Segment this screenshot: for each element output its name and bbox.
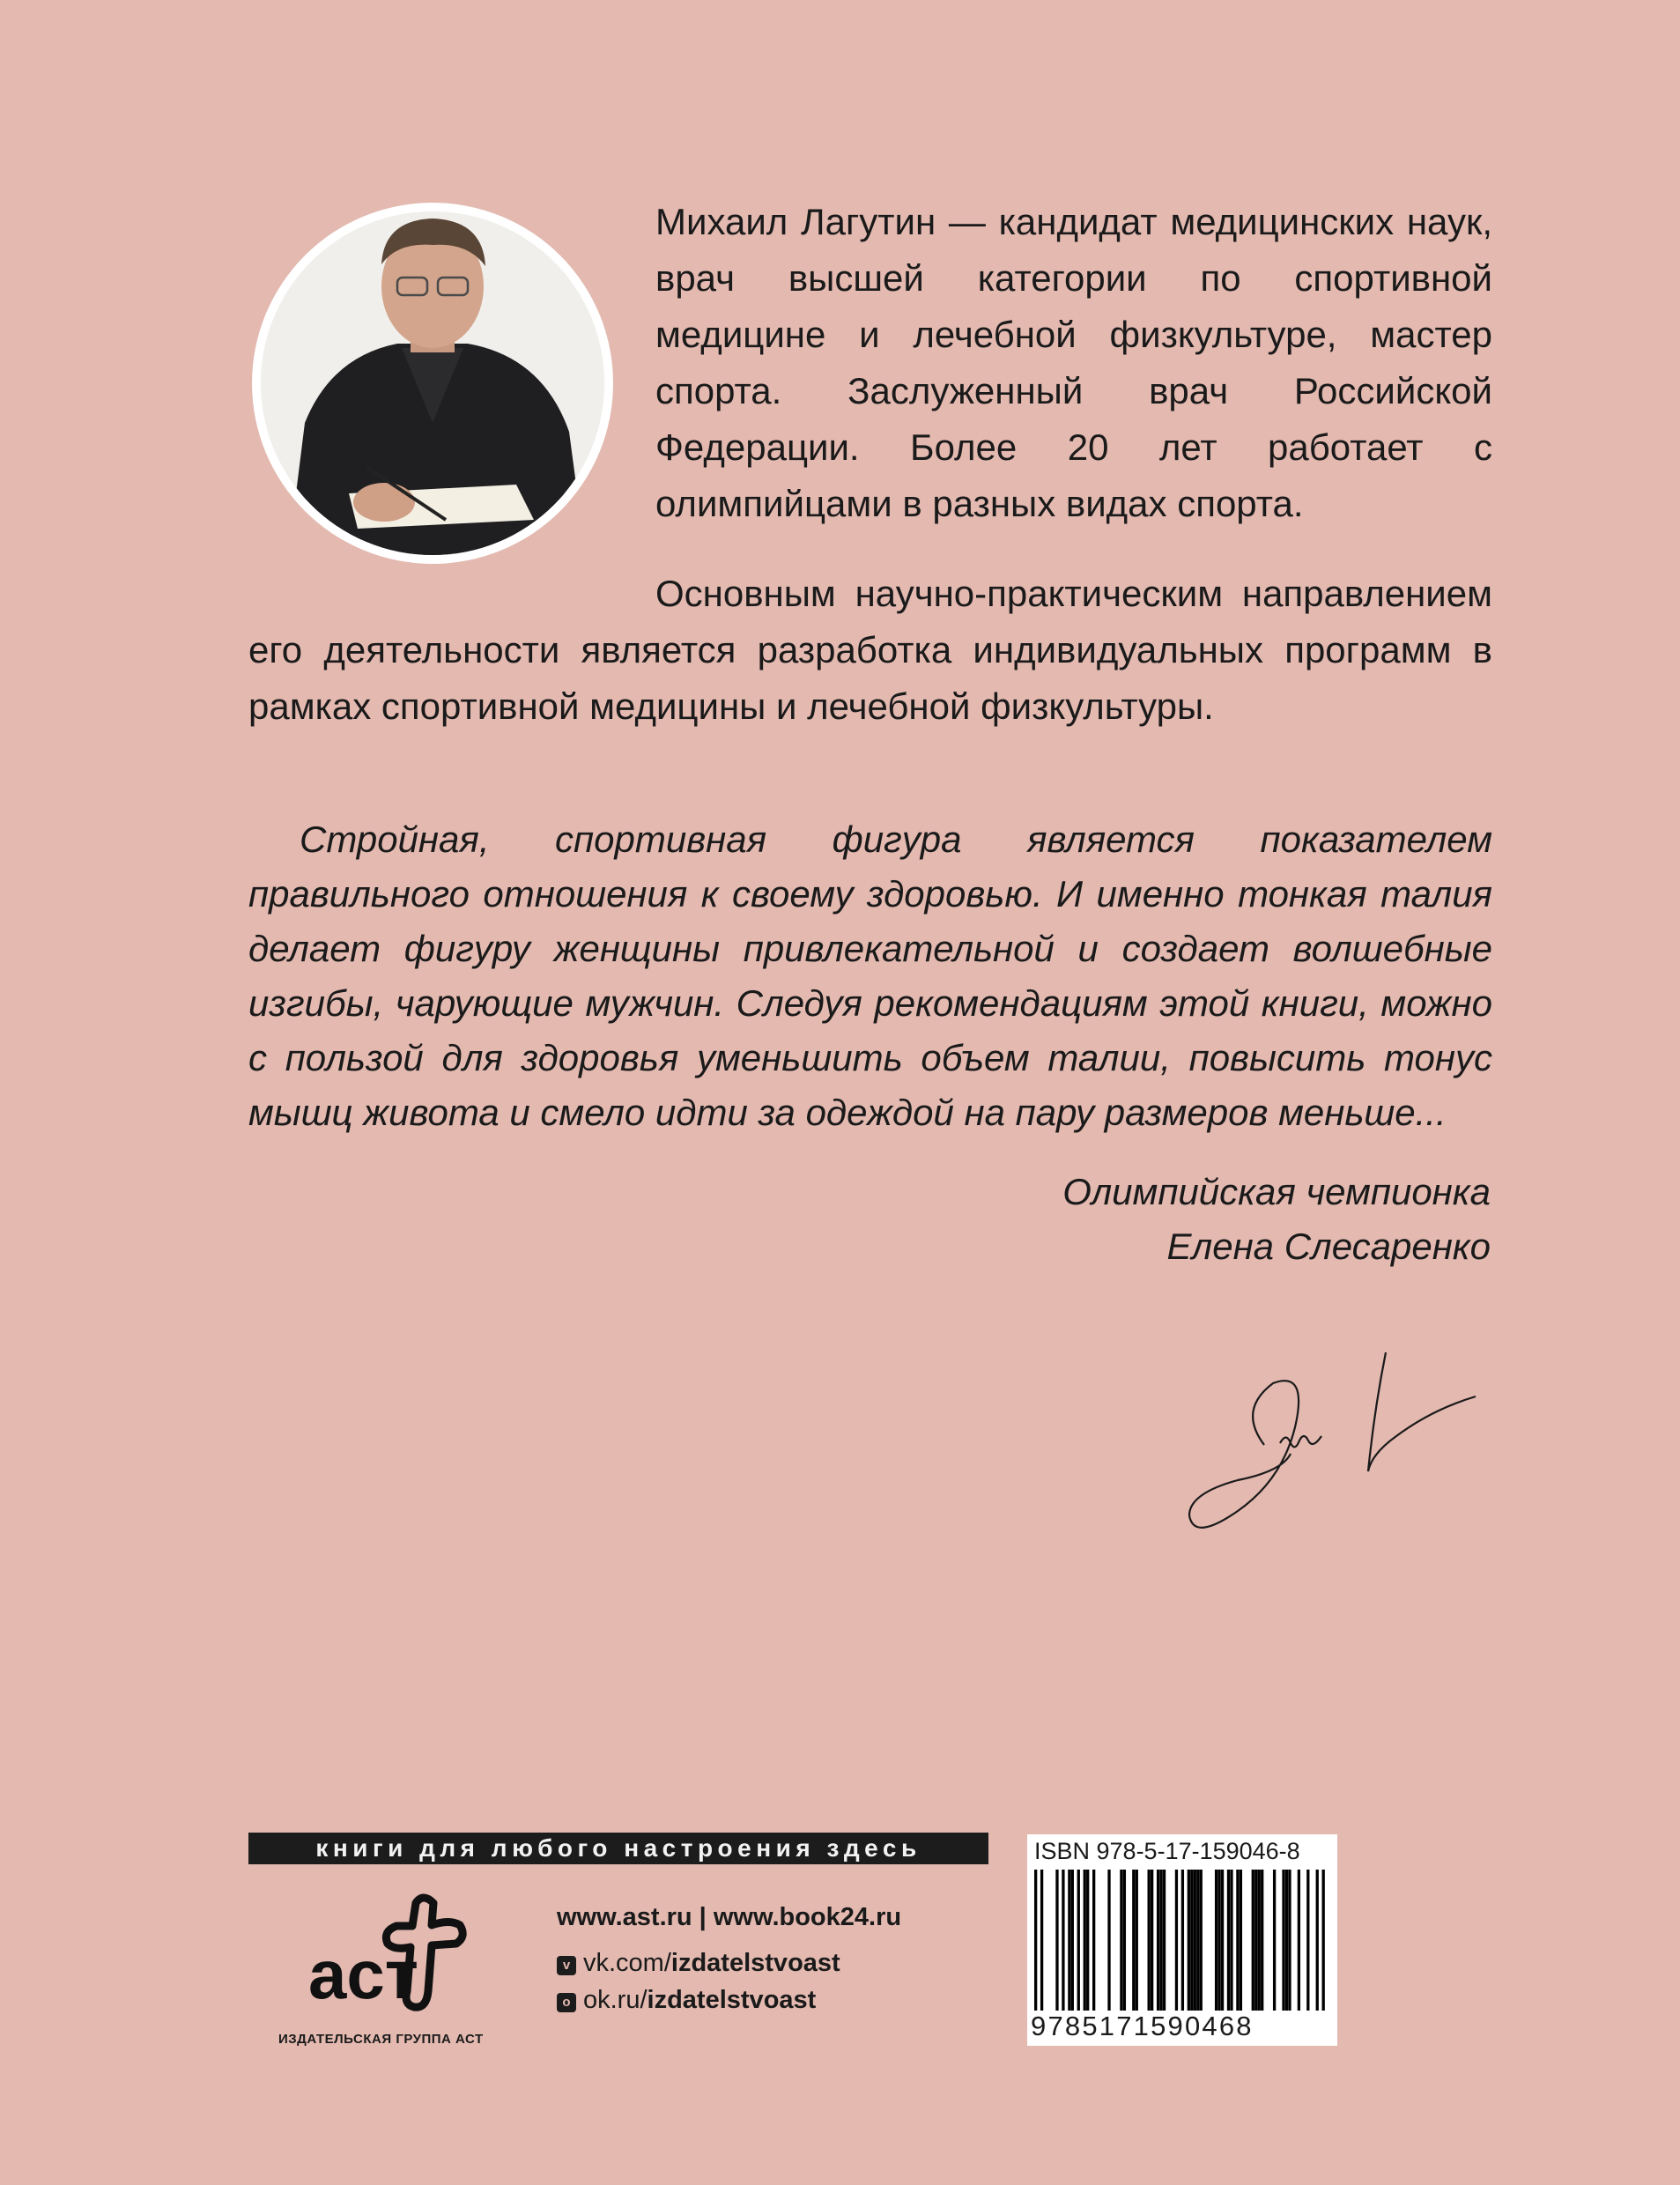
- barcode-bar: [1306, 1870, 1309, 2011]
- ok-link-handle: izdatelstvoast: [647, 1986, 817, 2014]
- barcode-bar: [1148, 1870, 1151, 2011]
- barcode-bar: [1181, 1870, 1184, 2011]
- barcode-bar: [1288, 1870, 1291, 2011]
- author-bio: Михаил Лагутин — кандидат медицинских наук, врач высшей категории по спортивной медицине и лечебной физкультуре, мастер спорта. Заслуженный врач Российской Федерации. Более 20 лет работает с олимпийцами в разных видах спорта.: [655, 201, 1492, 524]
- vk-link-prefix: vk.com/: [583, 1949, 671, 1977]
- barcode-bar: [1034, 1870, 1037, 2011]
- barcode-bar: [1159, 1870, 1162, 2011]
- barcode-bar: [1230, 1870, 1232, 2011]
- barcode-bar: [1151, 1870, 1153, 2011]
- barcode-bar: [1236, 1870, 1239, 2011]
- author-portrait: [252, 203, 613, 564]
- quote-author-name: Елена Слесаренко: [1166, 1226, 1491, 1267]
- endorsement-quote: Стройная, спортивная фигура является показателем правильного отношения к своему здоровью. И именно тонкая талия делает фигуру женщины привлекательной и создает волшебные изгибы, чарующие мужчин. Следуя рекомендациям этой книги, можно с пользой для здоровья уменьшить объем талии, повысить тонус мышц живота и смело идти за одеждой на пару размеров меньше...: [248, 818, 1492, 1133]
- publisher-websites[interactable]: www.ast.ru | www.book24.ru: [557, 1903, 902, 1931]
- barcode-bar: [1217, 1870, 1220, 2011]
- barcode-bar: [1175, 1870, 1178, 2011]
- publisher-tagline: книги для любого настроения здесь: [248, 1833, 988, 1864]
- isbn-label: ISBN 978-5-17-159046-8: [1034, 1838, 1300, 1864]
- barcode-bar: [1221, 1870, 1224, 2011]
- barcode-bar: [1190, 1870, 1193, 2011]
- barcode-bar: [1077, 1870, 1080, 2011]
- ok-link-prefix: ok.ru/: [583, 1986, 648, 2014]
- ok-link[interactable]: [557, 1986, 816, 2015]
- barcode-bar: [1261, 1870, 1263, 2011]
- barcode-bar: [1120, 1870, 1122, 2011]
- author-focus: Основным научно-практическим направлением его деятельности является разработка индивидуальных программ в рамках спортивной медицины и лечебной физкультуры.: [248, 573, 1492, 727]
- ast-logo-mark: [300, 1885, 485, 2018]
- barcode-bar: [1252, 1870, 1254, 2011]
- barcode-bar: [1227, 1870, 1230, 2011]
- barcode-bar: [1196, 1870, 1199, 2011]
- barcode-bar: [1273, 1870, 1276, 2011]
- barcode-bar: [1240, 1870, 1242, 2011]
- ean-digits: 9785171590468: [1031, 2011, 1254, 2041]
- barcode-bar: [1157, 1870, 1159, 2011]
- barcode-bar: [1084, 1870, 1086, 2011]
- barcode: [1034, 1870, 1325, 2011]
- barcode-bar: [1040, 1870, 1043, 2011]
- signature: [1176, 1348, 1484, 1568]
- ast-logo: [300, 1885, 485, 2018]
- barcode-bar: [1086, 1870, 1089, 2011]
- quote-author-title: Олимпийская чемпионка: [1062, 1171, 1491, 1212]
- barcode-bar: [1215, 1870, 1217, 2011]
- barcode-bar: [1188, 1870, 1190, 2011]
- barcode-bar: [1258, 1870, 1261, 2011]
- vk-link-handle: izdatelstvoast: [670, 1949, 840, 1977]
- barcode-bar: [1068, 1870, 1070, 2011]
- barcode-bar: [1062, 1870, 1064, 2011]
- vk-icon: v: [557, 1956, 576, 1975]
- barcode-bar: [1107, 1870, 1110, 2011]
- barcode-bar: [1200, 1870, 1203, 2011]
- barcode-bar: [1136, 1870, 1138, 2011]
- author-photo: [252, 203, 613, 564]
- barcode-bar: [1132, 1870, 1135, 2011]
- barcode-bar: [1316, 1870, 1319, 2011]
- barcode-bar: [1322, 1870, 1325, 2011]
- barcode-bar: [1194, 1870, 1196, 2011]
- barcode-bar: [1285, 1870, 1288, 2011]
- barcode-bar: [1092, 1870, 1095, 2011]
- barcode-bar: [1163, 1870, 1166, 2011]
- ok-icon: o: [557, 1993, 576, 2012]
- ast-logo-text: аст: [308, 1936, 418, 2013]
- barcode-bar: [1071, 1870, 1074, 2011]
- barcode-bar: [1282, 1870, 1284, 2011]
- vk-link[interactable]: [557, 1949, 840, 1978]
- barcode-bar: [1254, 1870, 1257, 2011]
- barcode-bar: [1298, 1870, 1300, 2011]
- publisher-imprint: ИЗДАТЕЛЬСКАЯ ГРУППА АСТ: [278, 2032, 484, 2047]
- barcode-bar: [1123, 1870, 1126, 2011]
- barcode-bar: [1055, 1870, 1058, 2011]
